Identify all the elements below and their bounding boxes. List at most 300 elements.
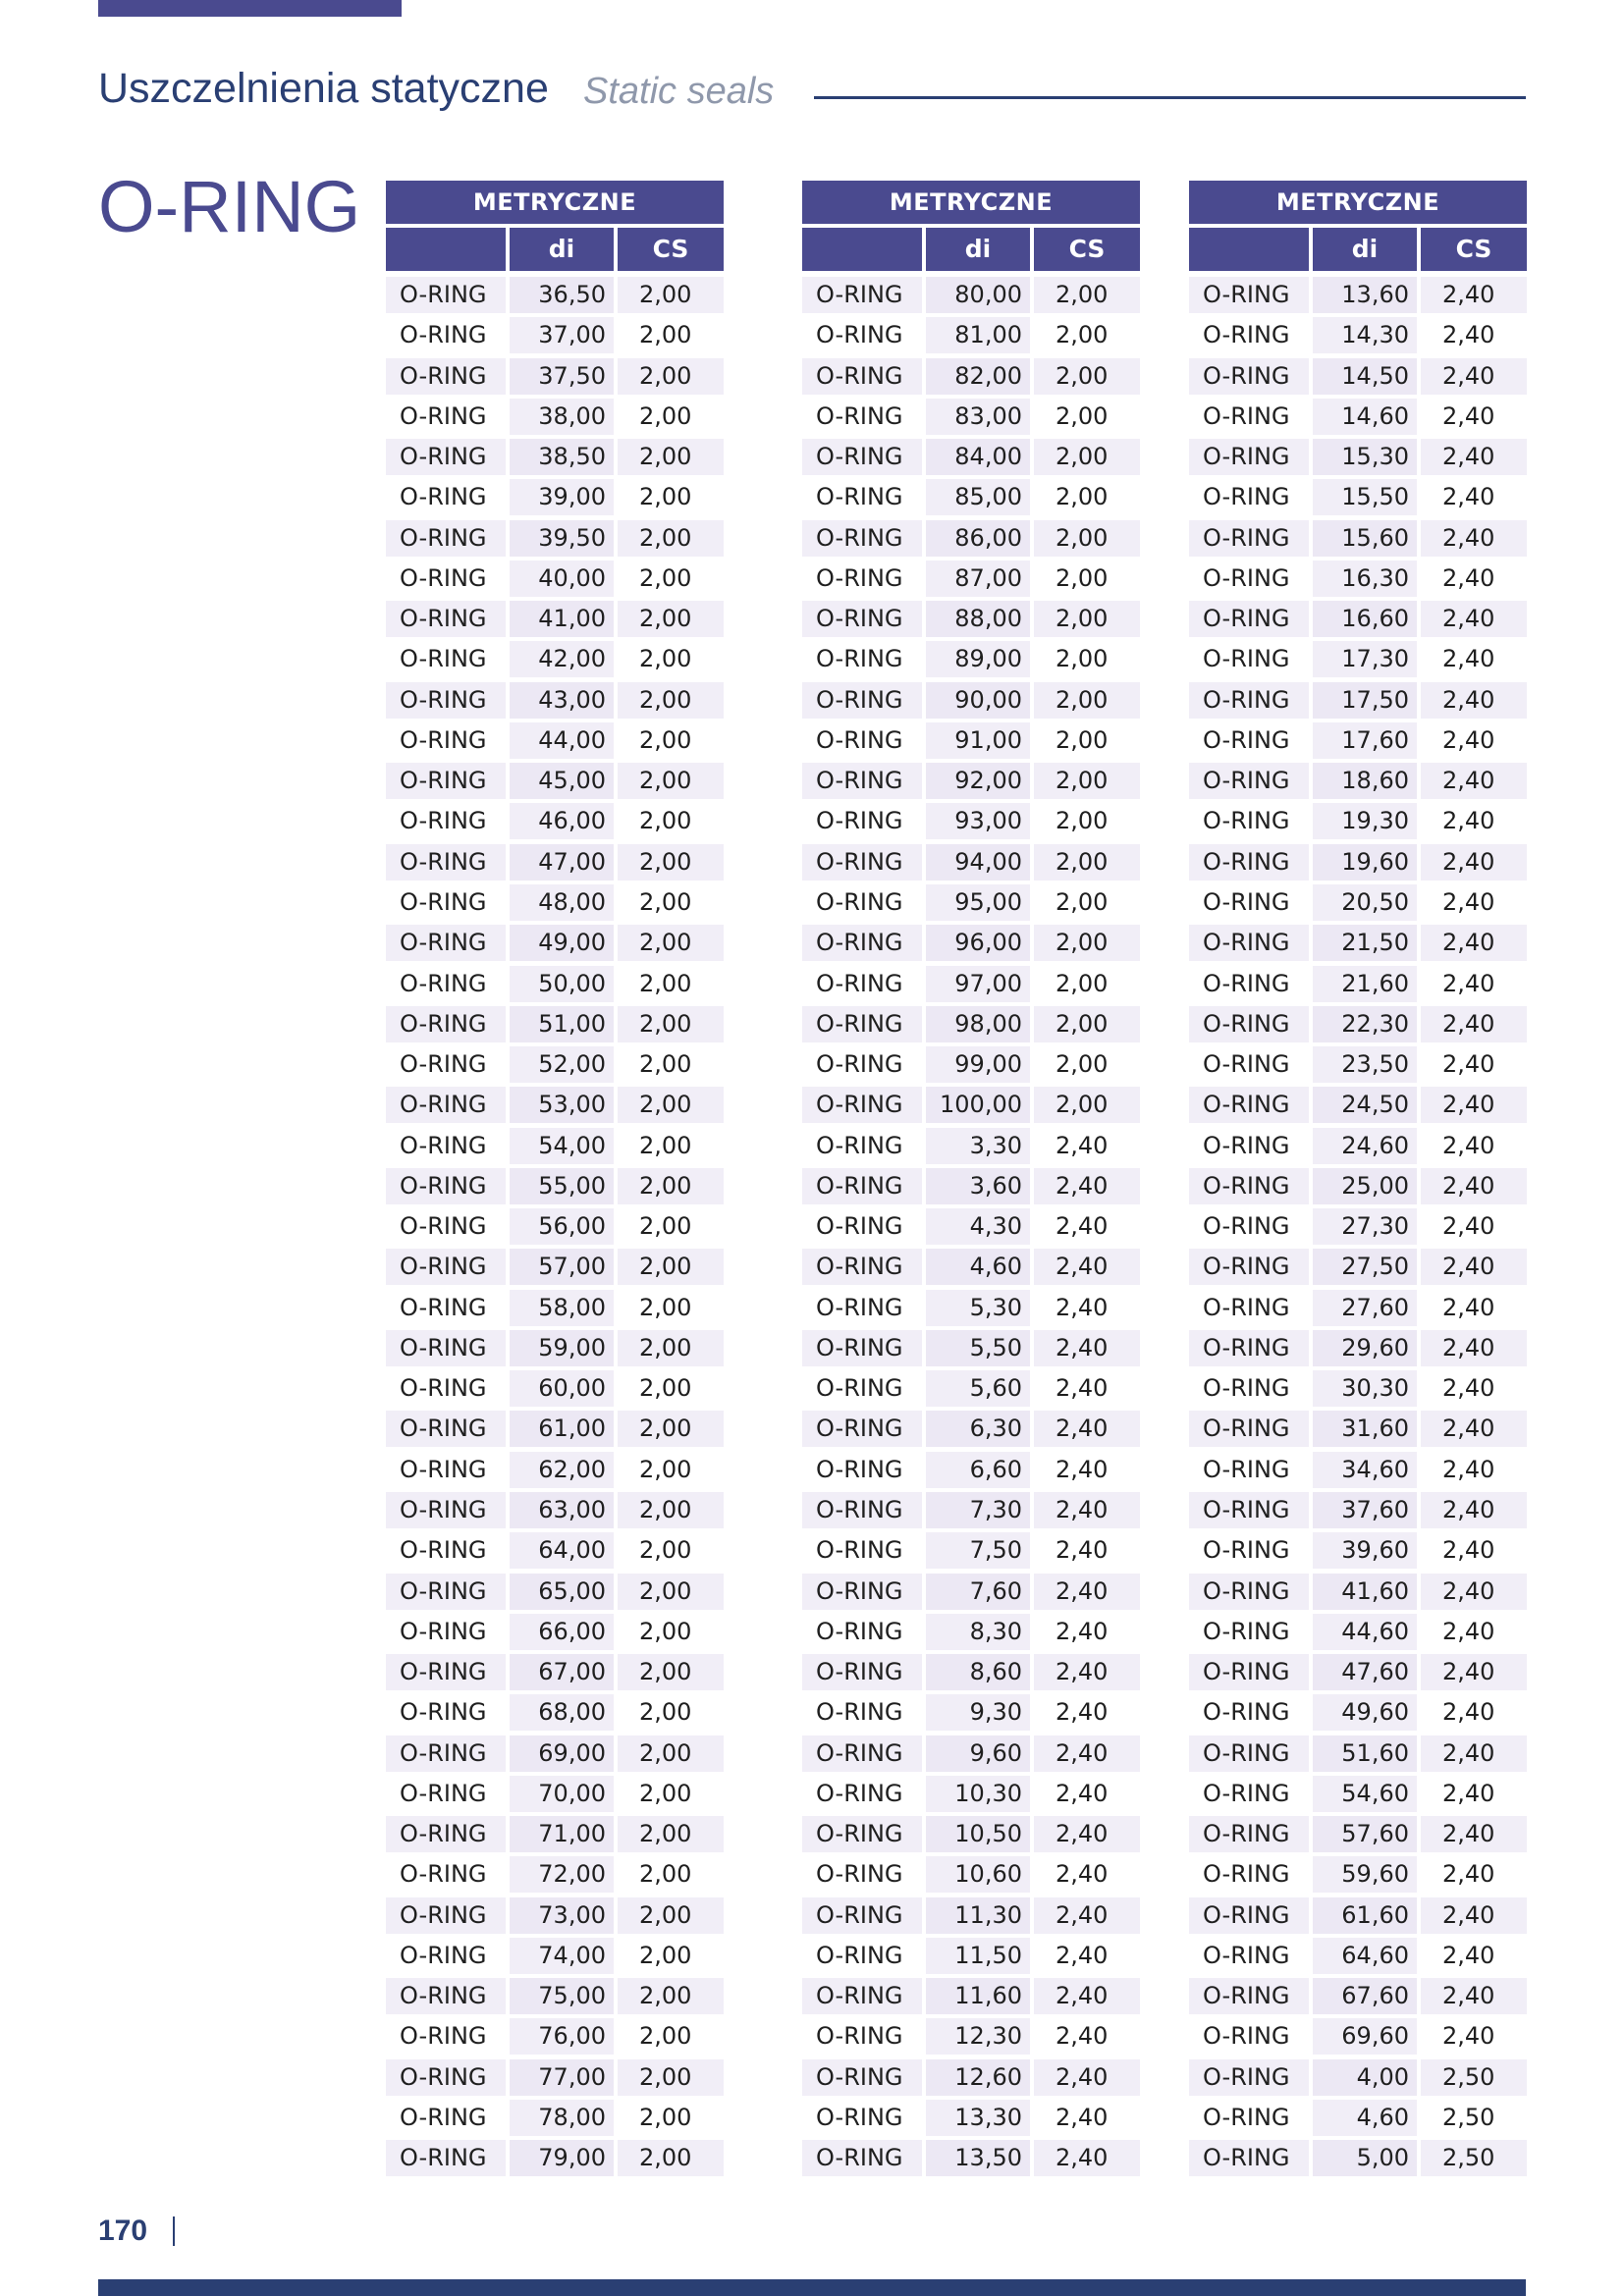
cell-di: 77,00: [510, 2059, 614, 2096]
cell-di: 80,00: [926, 277, 1030, 313]
page-header: [98, 65, 1526, 124]
table-row: [386, 561, 724, 597]
cell-type: O-RING: [802, 1574, 922, 1610]
column-header: [386, 228, 506, 271]
cell-di: 54,00: [510, 1128, 614, 1164]
table-row: [386, 884, 724, 921]
cell-type: O-RING: [1189, 1168, 1309, 1204]
table-row: [1189, 1370, 1527, 1407]
cell-type: O-RING: [802, 561, 922, 597]
cell-cs: 2,40: [1034, 1978, 1140, 2014]
cell-type: O-RING: [1189, 844, 1309, 881]
cell-type: O-RING: [802, 601, 922, 637]
cell-type: O-RING: [386, 1816, 506, 1852]
cell-type: O-RING: [386, 1776, 506, 1812]
cell-di: 52,00: [510, 1046, 614, 1083]
cell-type: O-RING: [802, 1816, 922, 1852]
cell-di: 9,30: [926, 1694, 1030, 1731]
table-row: [802, 1370, 1140, 1407]
cell-type: O-RING: [386, 682, 506, 719]
cell-cs: 2,40: [1421, 682, 1527, 719]
cell-type: O-RING: [386, 1168, 506, 1204]
table-row: [802, 317, 1140, 353]
cell-cs: 2,00: [618, 1614, 724, 1650]
table-row: [802, 1290, 1140, 1326]
table-row: [1189, 1168, 1527, 1204]
table-row: [1189, 561, 1527, 597]
bottom-accent-bar: [98, 2279, 1526, 2296]
cell-di: 54,60: [1313, 1776, 1417, 1812]
table-row: [802, 966, 1140, 1002]
table-row: [386, 1128, 724, 1164]
cell-cs: 2,00: [1034, 966, 1140, 1002]
size-table-1: [386, 181, 724, 2180]
cell-cs: 2,00: [618, 317, 724, 353]
table-row: [1189, 1411, 1527, 1447]
cell-di: 71,00: [510, 1816, 614, 1852]
table-row: [802, 1249, 1140, 1285]
table-row: [1189, 1614, 1527, 1650]
table-row: [1189, 844, 1527, 881]
cell-di: 62,00: [510, 1452, 614, 1488]
cell-di: 81,00: [926, 317, 1030, 353]
cell-di: 24,50: [1313, 1087, 1417, 1123]
cell-type: O-RING: [386, 1452, 506, 1488]
cell-type: O-RING: [802, 2140, 922, 2176]
cell-cs: 2,00: [618, 439, 724, 475]
table-column-headers: [1189, 228, 1527, 271]
cell-di: 64,60: [1313, 1938, 1417, 1974]
page-number: 170: [98, 2215, 148, 2247]
cell-di: 46,00: [510, 803, 614, 839]
table-row: [802, 1856, 1140, 1893]
table-row: [1189, 1694, 1527, 1731]
table-row: [386, 1330, 724, 1366]
cell-di: 29,60: [1313, 1330, 1417, 1366]
cell-di: 93,00: [926, 803, 1030, 839]
column-header: CS: [1421, 228, 1527, 271]
cell-type: O-RING: [386, 1492, 506, 1528]
table-row: [802, 1816, 1140, 1852]
table-row: [802, 1168, 1140, 1204]
cell-type: O-RING: [386, 966, 506, 1002]
cell-di: 84,00: [926, 439, 1030, 475]
cell-cs: 2,40: [1421, 1046, 1527, 1083]
cell-cs: 2,40: [1421, 1411, 1527, 1447]
cell-cs: 2,00: [618, 1574, 724, 1610]
cell-type: O-RING: [802, 1452, 922, 1488]
cell-cs: 2,00: [618, 925, 724, 961]
cell-cs: 2,00: [618, 1452, 724, 1488]
cell-cs: 2,00: [1034, 520, 1140, 557]
cell-type: O-RING: [1189, 1006, 1309, 1042]
cell-cs: 2,00: [1034, 601, 1140, 637]
table-row: [386, 1046, 724, 1083]
cell-cs: 2,00: [618, 1856, 724, 1893]
cell-cs: 2,00: [1034, 803, 1140, 839]
cell-cs: 2,40: [1034, 1856, 1140, 1893]
table-row: [802, 1492, 1140, 1528]
cell-cs: 2,40: [1421, 1694, 1527, 1731]
table-group-header: METRYCZNE: [386, 181, 724, 224]
table-row: [1189, 925, 1527, 961]
cell-di: 83,00: [926, 399, 1030, 435]
cell-type: O-RING: [386, 439, 506, 475]
cell-type: O-RING: [802, 682, 922, 719]
cell-di: 10,30: [926, 1776, 1030, 1812]
cell-cs: 2,40: [1034, 1249, 1140, 1285]
table-row: [802, 1208, 1140, 1245]
table-row: [802, 1978, 1140, 2014]
cell-di: 72,00: [510, 1856, 614, 1893]
cell-di: 37,50: [510, 358, 614, 395]
cell-cs: 2,40: [1034, 1776, 1140, 1812]
cell-type: O-RING: [1189, 601, 1309, 637]
cell-di: 16,30: [1313, 561, 1417, 597]
cell-di: 4,30: [926, 1208, 1030, 1245]
cell-di: 8,30: [926, 1614, 1030, 1650]
cell-type: O-RING: [1189, 317, 1309, 353]
table-group-header: METRYCZNE: [802, 181, 1140, 224]
cell-type: O-RING: [386, 520, 506, 557]
cell-cs: 2,40: [1421, 1978, 1527, 2014]
cell-cs: 2,40: [1034, 1168, 1140, 1204]
table-row: [386, 520, 724, 557]
cell-type: O-RING: [1189, 358, 1309, 395]
cell-type: O-RING: [386, 641, 506, 677]
cell-type: O-RING: [1189, 2100, 1309, 2136]
table-row: [802, 763, 1140, 799]
cell-di: 39,00: [510, 479, 614, 515]
cell-type: O-RING: [802, 1330, 922, 1366]
cell-di: 15,60: [1313, 520, 1417, 557]
cell-type: O-RING: [802, 277, 922, 313]
table-row: [1189, 1087, 1527, 1123]
cell-type: O-RING: [1189, 277, 1309, 313]
cell-cs: 2,40: [1421, 2018, 1527, 2055]
cell-type: O-RING: [802, 1168, 922, 1204]
cell-cs: 2,00: [1034, 1006, 1140, 1042]
cell-type: O-RING: [1189, 763, 1309, 799]
table-row: [386, 358, 724, 395]
cell-di: 9,60: [926, 1735, 1030, 1772]
cell-cs: 2,00: [618, 2100, 724, 2136]
cell-di: 94,00: [926, 844, 1030, 881]
table-row: [386, 2140, 724, 2176]
table-row: [1189, 763, 1527, 799]
table-row: [1189, 2140, 1527, 2176]
cell-type: O-RING: [386, 2100, 506, 2136]
cell-type: O-RING: [1189, 1452, 1309, 1488]
cell-cs: 2,00: [618, 1492, 724, 1528]
cell-type: O-RING: [1189, 1614, 1309, 1650]
cell-di: 86,00: [926, 520, 1030, 557]
cell-di: 30,30: [1313, 1370, 1417, 1407]
table-row: [802, 1452, 1140, 1488]
cell-di: 27,30: [1313, 1208, 1417, 1245]
cell-type: O-RING: [386, 2018, 506, 2055]
table-row: [1189, 1208, 1527, 1245]
cell-di: 61,00: [510, 1411, 614, 1447]
cell-cs: 2,00: [618, 2059, 724, 2096]
cell-type: O-RING: [386, 1532, 506, 1569]
cell-cs: 2,40: [1421, 1330, 1527, 1366]
column-header: [1189, 228, 1309, 271]
cell-cs: 2,40: [1421, 763, 1527, 799]
cell-cs: 2,40: [1034, 1128, 1140, 1164]
cell-cs: 2,40: [1034, 1897, 1140, 1934]
cell-di: 12,30: [926, 2018, 1030, 2055]
table-row: [1189, 2059, 1527, 2096]
cell-di: 67,00: [510, 1654, 614, 1690]
cell-cs: 2,00: [618, 641, 724, 677]
cell-type: O-RING: [802, 520, 922, 557]
cell-cs: 2,40: [1034, 1735, 1140, 1772]
cell-di: 75,00: [510, 1978, 614, 2014]
cell-type: O-RING: [386, 601, 506, 637]
cell-di: 44,00: [510, 722, 614, 759]
cell-di: 23,50: [1313, 1046, 1417, 1083]
table-column-headers: [386, 228, 724, 271]
cell-type: O-RING: [802, 722, 922, 759]
table-row: [386, 2100, 724, 2136]
cell-cs: 2,00: [618, 966, 724, 1002]
cell-type: O-RING: [386, 1046, 506, 1083]
table-row: [1189, 1776, 1527, 1812]
cell-type: O-RING: [1189, 1897, 1309, 1934]
table-row: [802, 844, 1140, 881]
cell-type: O-RING: [802, 1370, 922, 1407]
cell-di: 59,60: [1313, 1856, 1417, 1893]
cell-cs: 2,00: [618, 884, 724, 921]
cell-cs: 2,40: [1034, 1654, 1140, 1690]
cell-type: O-RING: [802, 1938, 922, 1974]
cell-cs: 2,00: [618, 479, 724, 515]
cell-di: 38,50: [510, 439, 614, 475]
cell-di: 31,60: [1313, 1411, 1417, 1447]
cell-di: 74,00: [510, 1938, 614, 1974]
cell-cs: 2,40: [1034, 2059, 1140, 2096]
size-table-2: [802, 181, 1140, 2180]
cell-type: O-RING: [802, 1978, 922, 2014]
table-row: [1189, 601, 1527, 637]
table-row: [1189, 439, 1527, 475]
cell-di: 78,00: [510, 2100, 614, 2136]
table-row: [386, 317, 724, 353]
cell-cs: 2,00: [1034, 682, 1140, 719]
table-row: [802, 358, 1140, 395]
cell-cs: 2,40: [1421, 1087, 1527, 1123]
cell-type: O-RING: [1189, 1128, 1309, 1164]
cell-di: 4,60: [1313, 2100, 1417, 2136]
table-row: [1189, 1290, 1527, 1326]
cell-cs: 2,00: [618, 277, 724, 313]
cell-cs: 2,00: [618, 1654, 724, 1690]
cell-di: 14,30: [1313, 317, 1417, 353]
table-row: [802, 1694, 1140, 1731]
cell-di: 48,00: [510, 884, 614, 921]
cell-di: 7,60: [926, 1574, 1030, 1610]
cell-cs: 2,40: [1421, 1614, 1527, 1650]
product-title: O-RING: [98, 166, 361, 247]
table-body: [386, 277, 724, 2176]
cell-cs: 2,00: [618, 1694, 724, 1731]
table-row: [802, 1006, 1140, 1042]
cell-cs: 2,40: [1421, 1897, 1527, 1934]
cell-type: O-RING: [802, 1492, 922, 1528]
cell-type: O-RING: [802, 1856, 922, 1893]
cell-cs: 2,00: [618, 1532, 724, 1569]
cell-di: 38,00: [510, 399, 614, 435]
cell-cs: 2,40: [1034, 1452, 1140, 1488]
cell-di: 11,30: [926, 1897, 1030, 1934]
section-title: Uszczelnienia statyczne: [98, 65, 549, 112]
cell-type: O-RING: [1189, 884, 1309, 921]
cell-type: O-RING: [802, 641, 922, 677]
cell-type: O-RING: [1189, 1532, 1309, 1569]
cell-type: O-RING: [386, 1735, 506, 1772]
cell-type: O-RING: [386, 925, 506, 961]
cell-type: O-RING: [802, 479, 922, 515]
table-row: [386, 1654, 724, 1690]
table-row: [1189, 1492, 1527, 1528]
cell-di: 39,60: [1313, 1532, 1417, 1569]
cell-di: 27,50: [1313, 1249, 1417, 1285]
cell-di: 24,60: [1313, 1128, 1417, 1164]
cell-di: 14,60: [1313, 399, 1417, 435]
table-row: [1189, 884, 1527, 921]
table-row: [386, 1452, 724, 1488]
cell-cs: 2,40: [1034, 1574, 1140, 1610]
section-subtitle: Static seals: [583, 71, 775, 112]
cell-cs: 2,00: [1034, 399, 1140, 435]
cell-di: 13,50: [926, 2140, 1030, 2176]
cell-cs: 2,00: [1034, 479, 1140, 515]
cell-type: O-RING: [802, 1694, 922, 1731]
cell-cs: 2,40: [1421, 722, 1527, 759]
cell-cs: 2,40: [1421, 1574, 1527, 1610]
cell-type: O-RING: [1189, 1249, 1309, 1285]
cell-type: O-RING: [386, 1614, 506, 1650]
table-row: [802, 803, 1140, 839]
cell-cs: 2,40: [1034, 1492, 1140, 1528]
cell-type: O-RING: [386, 1856, 506, 1893]
cell-type: O-RING: [802, 966, 922, 1002]
table-row: [1189, 803, 1527, 839]
table-row: [802, 1330, 1140, 1366]
cell-cs: 2,40: [1421, 1452, 1527, 1488]
cell-di: 21,50: [1313, 925, 1417, 961]
cell-type: O-RING: [802, 1897, 922, 1934]
cell-type: O-RING: [386, 763, 506, 799]
cell-cs: 2,40: [1421, 439, 1527, 475]
cell-di: 60,00: [510, 1370, 614, 1407]
column-header: CS: [1034, 228, 1140, 271]
cell-type: O-RING: [802, 1249, 922, 1285]
cell-type: O-RING: [386, 1249, 506, 1285]
table-row: [386, 1532, 724, 1569]
cell-cs: 2,00: [618, 1208, 724, 1245]
table-row: [1189, 682, 1527, 719]
cell-di: 70,00: [510, 1776, 614, 1812]
cell-cs: 2,50: [1421, 2100, 1527, 2136]
cell-cs: 2,40: [1421, 1532, 1527, 1569]
cell-type: O-RING: [386, 2059, 506, 2096]
cell-di: 17,50: [1313, 682, 1417, 719]
cell-di: 5,00: [1313, 2140, 1417, 2176]
cell-type: O-RING: [386, 358, 506, 395]
cell-di: 15,50: [1313, 479, 1417, 515]
cell-type: O-RING: [386, 1694, 506, 1731]
table-body: [1189, 277, 1527, 2176]
table-row: [802, 682, 1140, 719]
cell-type: O-RING: [386, 884, 506, 921]
cell-cs: 2,40: [1421, 925, 1527, 961]
table-row: [1189, 317, 1527, 353]
cell-type: O-RING: [1189, 399, 1309, 435]
table-row: [802, 1532, 1140, 1569]
cell-cs: 2,40: [1034, 1411, 1140, 1447]
cell-cs: 2,00: [1034, 1046, 1140, 1083]
table-row: [386, 1168, 724, 1204]
table-row: [386, 277, 724, 313]
cell-di: 4,00: [1313, 2059, 1417, 2096]
cell-di: 3,30: [926, 1128, 1030, 1164]
cell-cs: 2,00: [1034, 925, 1140, 961]
cell-di: 15,30: [1313, 439, 1417, 475]
cell-cs: 2,00: [618, 722, 724, 759]
cell-type: O-RING: [1189, 1411, 1309, 1447]
table-row: [1189, 1128, 1527, 1164]
cell-type: O-RING: [802, 1006, 922, 1042]
table-row: [802, 601, 1140, 637]
cell-di: 21,60: [1313, 966, 1417, 1002]
cell-di: 25,00: [1313, 1168, 1417, 1204]
table-row: [386, 439, 724, 475]
cell-cs: 2,40: [1421, 479, 1527, 515]
cell-type: O-RING: [386, 1208, 506, 1245]
cell-cs: 2,50: [1421, 2059, 1527, 2096]
cell-di: 45,00: [510, 763, 614, 799]
cell-type: O-RING: [386, 803, 506, 839]
cell-di: 4,60: [926, 1249, 1030, 1285]
cell-di: 89,00: [926, 641, 1030, 677]
cell-cs: 2,40: [1421, 1370, 1527, 1407]
cell-di: 99,00: [926, 1046, 1030, 1083]
cell-cs: 2,00: [1034, 277, 1140, 313]
cell-cs: 2,40: [1421, 561, 1527, 597]
cell-cs: 2,40: [1034, 1330, 1140, 1366]
table-row: [1189, 1330, 1527, 1366]
table-row: [386, 1087, 724, 1123]
cell-type: O-RING: [386, 1330, 506, 1366]
cell-cs: 2,00: [1034, 317, 1140, 353]
table-row: [1189, 1654, 1527, 1690]
table-row: [802, 561, 1140, 597]
cell-cs: 2,00: [618, 803, 724, 839]
cell-di: 40,00: [510, 561, 614, 597]
table-row: [1189, 1249, 1527, 1285]
cell-di: 37,00: [510, 317, 614, 353]
cell-type: O-RING: [802, 399, 922, 435]
table-row: [386, 1574, 724, 1610]
cell-type: O-RING: [1189, 439, 1309, 475]
cell-type: O-RING: [802, 1087, 922, 1123]
cell-type: O-RING: [802, 1208, 922, 1245]
cell-type: O-RING: [1189, 1492, 1309, 1528]
table-row: [386, 722, 724, 759]
cell-type: O-RING: [1189, 1330, 1309, 1366]
